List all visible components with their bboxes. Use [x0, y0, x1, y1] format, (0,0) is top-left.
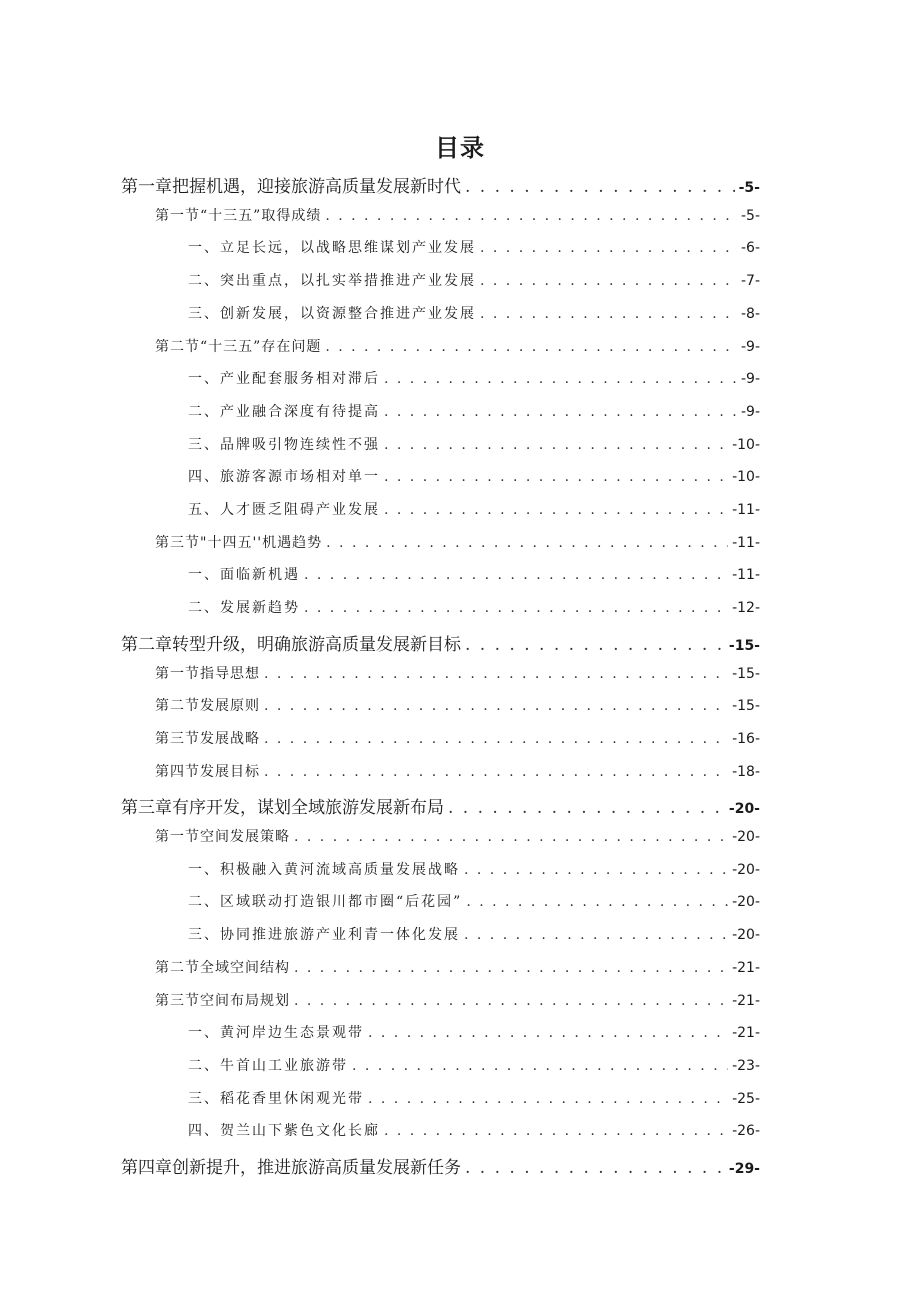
toc-entry-level-2[interactable]: [155, 532, 760, 558]
toc-entry-level-1[interactable]: [121, 630, 760, 656]
toc-dot-leader: [264, 698, 728, 714]
toc-entry-label: 一、面临新机遇: [188, 567, 300, 584]
toc-dot-leader: [465, 177, 735, 197]
toc-dot-leader: [465, 635, 725, 655]
page-title: 目录: [435, 134, 485, 162]
toc-page-number: -11-: [732, 534, 760, 551]
toc-page-number: -20-: [732, 829, 760, 845]
toc-entry-label: 二、发展新趋势: [188, 600, 300, 617]
toc-entry-level-3[interactable]: [188, 237, 760, 263]
toc-entry-level-3[interactable]: [188, 1088, 760, 1114]
toc-entry-level-3[interactable]: [188, 1055, 760, 1081]
toc-page-number: -11-: [732, 567, 760, 584]
toc-entry-level-3[interactable]: [188, 368, 760, 394]
toc-page-number: -26-: [732, 1123, 760, 1140]
toc-page-number: -15-: [728, 637, 760, 654]
toc-entry-label: 第四节发展目标: [155, 763, 260, 780]
toc-page-number: -10-: [732, 436, 760, 453]
toc-entry-level-3[interactable]: [188, 499, 760, 525]
toc-entry-label: 一、立足长远，以战略思维谋划产业发展: [188, 240, 476, 257]
toc-dot-leader: [326, 535, 728, 551]
toc-dot-leader: [448, 798, 725, 818]
toc-entry-label: 第二节全域空间结构: [155, 959, 290, 976]
toc-entry-label: 第二节发展原则: [155, 698, 260, 715]
toc-entry-label: 三、稻花香里休闲观光带: [188, 1090, 364, 1107]
toc-entry-label: 一、黄河岸边生态景观带: [188, 1025, 364, 1042]
toc-entry-level-3[interactable]: [188, 401, 760, 427]
toc-entry-level-3[interactable]: [188, 1022, 760, 1048]
toc-entry-label: 二、突出重点，以扎实举措推进产业发展: [188, 273, 476, 290]
toc-dot-leader: [465, 1158, 725, 1178]
toc-page-number: -5-: [740, 207, 760, 224]
toc-entry-label: 四、旅游客源市场相对单一: [188, 469, 380, 486]
toc-entry-level-3[interactable]: [188, 597, 760, 623]
toc-entry-label: 一、产业配套服务相对滞后: [188, 371, 380, 388]
toc-dot-leader: [352, 1058, 728, 1074]
toc-entry-label: 第一节空间发展策略: [155, 829, 290, 845]
toc-entry-level-2[interactable]: [155, 957, 760, 983]
toc-dot-leader: [480, 240, 737, 256]
toc-dot-leader: [264, 666, 728, 682]
toc-page-number: -20-: [732, 894, 760, 911]
toc-dot-leader: [480, 306, 737, 322]
toc-dot-leader: [464, 927, 728, 943]
toc-entry-label: 第一章把握机遇，迎接旅游高质量发展新时代: [121, 177, 461, 197]
toc-page-number: -16-: [732, 730, 760, 747]
toc-entry-level-1[interactable]: [121, 793, 760, 819]
toc-entry-label: 第三节发展战略: [155, 730, 260, 747]
toc-dot-leader: [264, 764, 728, 780]
toc-page-number: -29-: [728, 1161, 760, 1177]
toc-entry-level-3[interactable]: [188, 924, 760, 950]
toc-entry-level-3[interactable]: [188, 434, 760, 460]
toc-dot-leader: [325, 339, 737, 355]
toc-entry-level-3[interactable]: [188, 1120, 760, 1146]
toc-entry-label: 一、积极融入黄河流域高质量发展战略: [188, 861, 460, 878]
toc-page-number: -10-: [732, 469, 760, 486]
toc-entry-level-3[interactable]: [188, 466, 760, 492]
toc-entry-level-3[interactable]: [188, 564, 760, 590]
toc-page-number: -15-: [732, 665, 760, 682]
toc-dot-leader: [294, 993, 728, 1009]
toc-page-number: -21-: [732, 1025, 760, 1042]
toc-entry-label: 第一节指导思想: [155, 665, 260, 682]
toc-page-number: -9-: [740, 403, 760, 420]
toc-dot-leader: [294, 829, 728, 845]
toc-page-number: -20-: [728, 801, 760, 818]
toc-page-number: -5-: [738, 180, 760, 196]
toc-page-number: -11-: [732, 502, 760, 518]
toc-page-number: -21-: [732, 959, 760, 976]
toc-dot-leader: [294, 960, 728, 976]
toc-dot-leader: [480, 273, 737, 289]
toc-entry-label: 第四章创新提升，推进旅游高质量发展新任务: [121, 1158, 461, 1178]
toc-entry-label: 三、品牌吸引物连续性不强: [188, 436, 380, 453]
toc-page-number: -9-: [740, 371, 760, 388]
toc-page-number: -8-: [740, 305, 760, 322]
toc-entry-level-3[interactable]: [188, 270, 760, 296]
toc-dot-leader: [325, 208, 737, 224]
toc-entry-level-3[interactable]: [188, 859, 760, 885]
toc-entry-level-2[interactable]: [155, 826, 760, 852]
toc-dot-leader: [384, 502, 728, 518]
toc-dot-leader: [304, 567, 728, 583]
toc-entry-label: 第三节空间布局规划: [155, 992, 290, 1009]
toc-entry-level-1[interactable]: [121, 172, 760, 198]
toc-entry-level-2[interactable]: [155, 205, 760, 231]
toc-dot-leader: [304, 600, 728, 616]
toc-entry-label: 二、区域联动打造银川都市圈“后花园”: [188, 894, 463, 911]
toc-entry-level-2[interactable]: [155, 990, 760, 1016]
toc-dot-leader: [368, 1025, 728, 1041]
toc-entry-label: 第二章转型升级，明确旅游高质量发展新目标: [121, 634, 461, 655]
toc-page-number: -23-: [732, 1057, 760, 1074]
toc-entry-label: 五、人才匮乏阻碍产业发展: [188, 502, 380, 518]
toc-entry-label: 二、产业融合深度有待提高: [188, 403, 380, 420]
toc-dot-leader: [384, 1123, 728, 1139]
toc-dot-leader: [464, 862, 728, 878]
toc-dot-leader: [384, 371, 737, 387]
toc-page-number: -18-: [732, 763, 760, 780]
toc-dot-leader: [384, 404, 737, 420]
toc-page-number: -25-: [732, 1090, 760, 1107]
toc-entry-label: 第二节“十三五”存在问题: [155, 338, 322, 355]
toc-page-number: -7-: [740, 273, 760, 290]
toc-page-number: -15-: [732, 698, 760, 715]
toc-dot-leader: [466, 894, 728, 910]
toc-page-number: -20-: [732, 927, 760, 944]
toc-entry-label: 第三章有序开发，谋划全域旅游发展新布局: [121, 798, 444, 819]
toc-entry-label: 第一节“十三五”取得成绩: [155, 207, 322, 224]
toc-entry-level-2[interactable]: [155, 695, 760, 721]
toc-entry-level-2[interactable]: [155, 663, 760, 689]
toc-entry-level-1[interactable]: [121, 1153, 760, 1179]
toc-page-number: -12-: [732, 600, 760, 617]
toc-page-number: -21-: [732, 992, 760, 1009]
toc-entry-level-2[interactable]: [155, 761, 760, 787]
toc-entry-level-3[interactable]: [188, 891, 760, 917]
toc-page-number: -20-: [732, 861, 760, 878]
toc-dot-leader: [264, 731, 728, 747]
toc-page-number: -6-: [740, 240, 760, 257]
toc-entry-label: 三、创新发展，以资源整合推进产业发展: [188, 305, 476, 322]
toc-entry-label: 三、协同推进旅游产业利青一体化发展: [188, 927, 460, 944]
toc-entry-label: 二、牛首山工业旅游带: [188, 1057, 348, 1074]
toc-entry-label: 第三节"十四五''机遇趋势: [155, 534, 323, 551]
toc-page-number: -9-: [740, 338, 760, 355]
toc-dot-leader: [384, 437, 728, 453]
toc-entry-level-2[interactable]: [155, 336, 760, 362]
toc-entry-level-2[interactable]: [155, 728, 760, 754]
toc-dot-leader: [384, 469, 728, 485]
toc-entry-level-3[interactable]: [188, 303, 760, 329]
toc-dot-leader: [368, 1091, 728, 1107]
toc-entry-label: 四、贺兰山下紫色文化长廊: [188, 1123, 380, 1140]
